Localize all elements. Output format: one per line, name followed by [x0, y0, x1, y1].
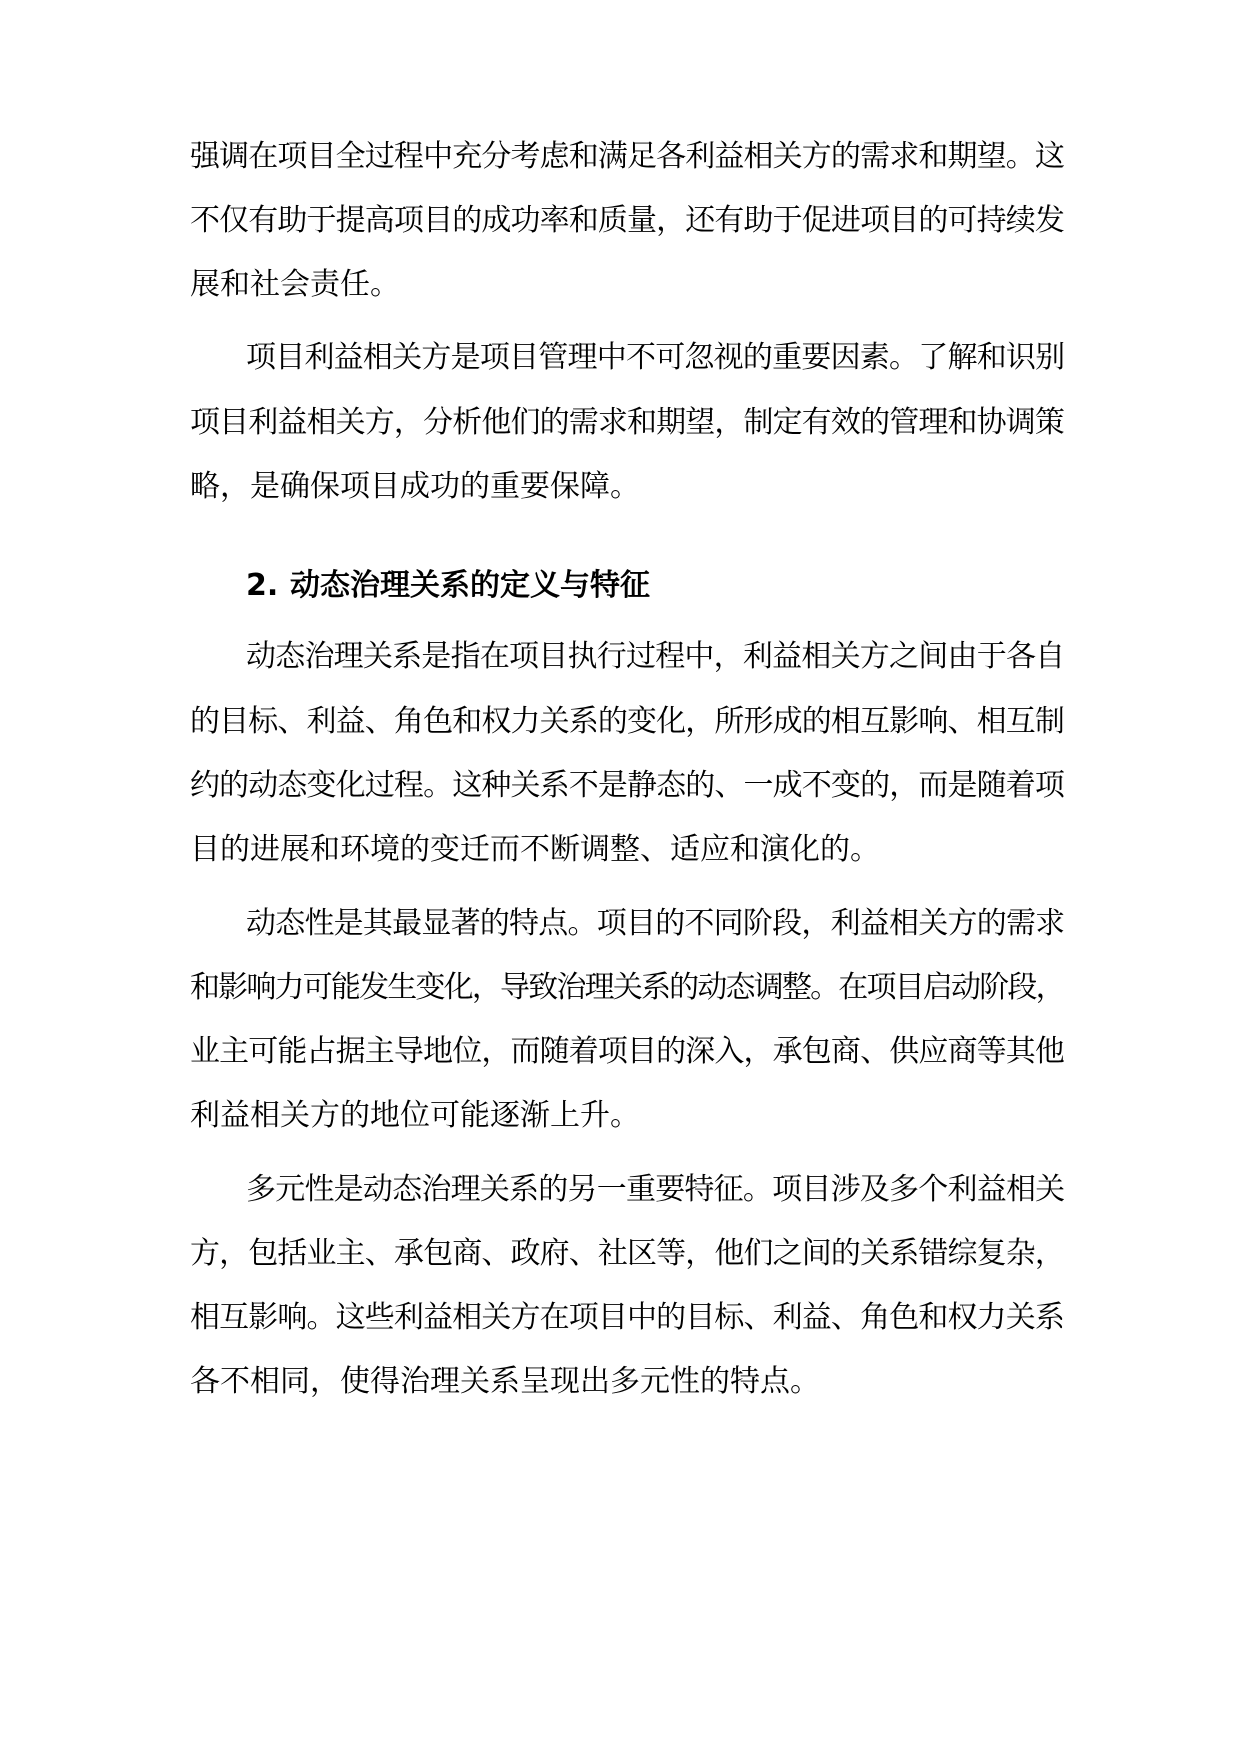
section-number: 2. [246, 568, 279, 603]
paragraph-line: 不仅有助于提高项目的成功率和质量，还有助于促进项目的可持续发 [190, 203, 1064, 238]
section-title: 动态治理关系的定义与特征 [290, 568, 650, 603]
paragraph-line: 动态治理关系是指在项目执行过程中，利益相关方之间由于各自 [246, 639, 1065, 674]
paragraph-line: 目的进展和环境的变迁而不断调整、适应和演化的。 [190, 832, 880, 867]
paragraph-line: 业主可能占据主导地位，而随着项目的深入，承包商、供应商等其他 [190, 1034, 1064, 1069]
paragraph-line: 约的动态变化过程。这种关系不是静态的、一成不变的，而是随着项 [190, 768, 1064, 803]
paragraph-line: 强调在项目全过程中充分考虑和满足各利益相关方的需求和期望。这 [190, 139, 1064, 174]
paragraph-line: 和影响力可能发生变化，导致治理关系的动态调整。在项目启动阶段， [190, 970, 1064, 1005]
paragraph-line: 各不相同，使得治理关系呈现出多元性的特点。 [190, 1364, 820, 1399]
paragraph-line: 方，包括业主、承包商、政府、社区等，他们之间的关系错综复杂， [190, 1236, 1064, 1271]
paragraph-line: 项目利益相关方，分析他们的需求和期望，制定有效的管理和协调策 [190, 405, 1064, 440]
paragraph-line: 略，是确保项目成功的重要保障。 [190, 469, 640, 504]
paragraph-line: 的目标、利益、角色和权力关系的变化，所形成的相互影响、相互制 [190, 704, 1064, 739]
paragraph-line: 相互影响。这些利益相关方在项目中的目标、利益、角色和权力关系 [190, 1300, 1064, 1335]
paragraph-line: 展和社会责任。 [190, 267, 400, 302]
section-heading [246, 566, 1070, 606]
paragraph-line: 利益相关方的地位可能逐渐上升。 [190, 1098, 640, 1133]
paragraph-line: 动态性是其最显著的特点。项目的不同阶段，利益相关方的需求 [246, 906, 1065, 941]
paragraph-line: 项目利益相关方是项目管理中不可忽视的重要因素。了解和识别 [246, 340, 1065, 375]
paragraph-line: 多元性是动态治理关系的另一重要特征。项目涉及多个利益相关 [246, 1172, 1065, 1207]
